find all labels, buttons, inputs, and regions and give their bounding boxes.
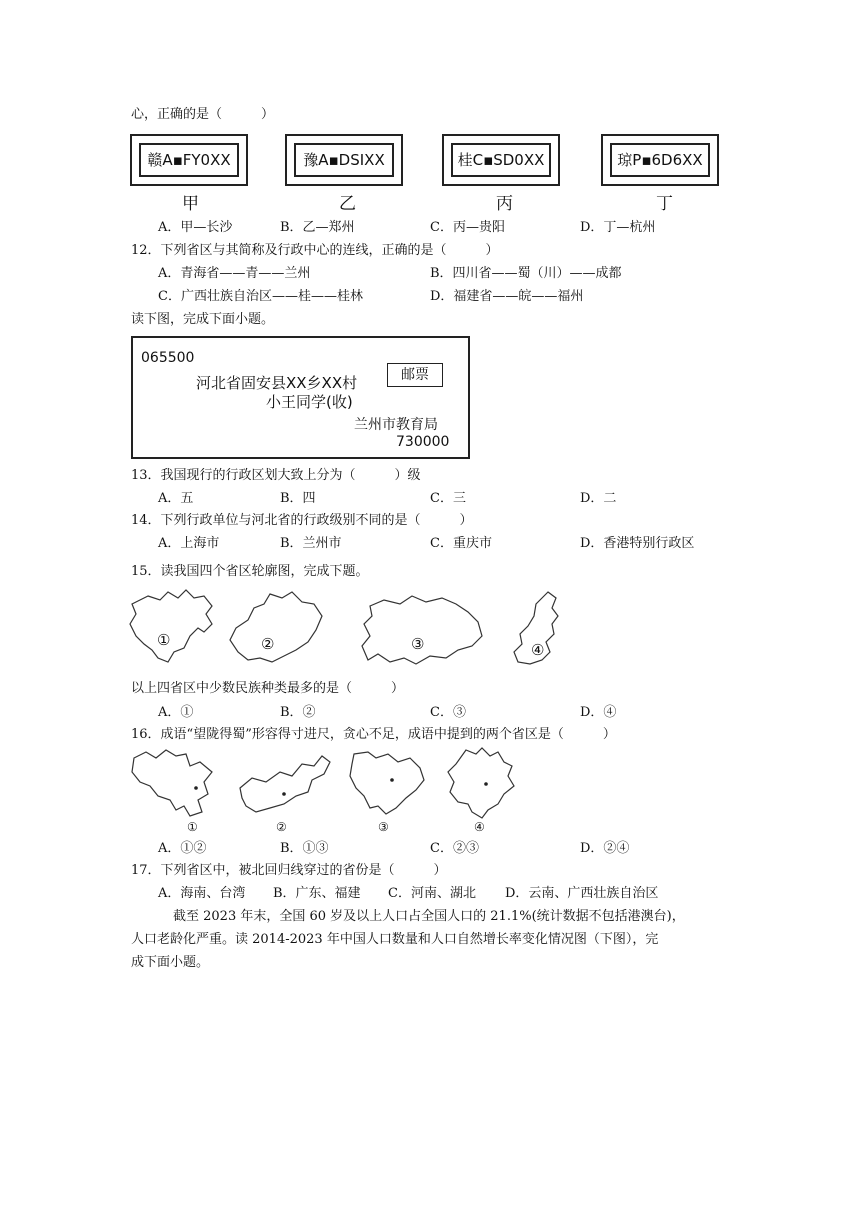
q14-option-b: B．兰州市 bbox=[280, 536, 342, 551]
q17-option-d: D．云南、广西壮族自治区 bbox=[505, 886, 659, 901]
envelope-sender: 兰州市教育局 bbox=[354, 417, 438, 433]
q15-province-map-1 bbox=[128, 588, 218, 668]
envelope-address: 河北省固安县XX乡XX村 bbox=[196, 374, 358, 392]
plate-bing-text: 桂C▪SD0XX bbox=[451, 143, 551, 177]
q15-map-label-1: ① bbox=[157, 631, 171, 649]
q15-option-a: A．① bbox=[158, 705, 194, 720]
q13-option-c: C．三 bbox=[430, 491, 466, 506]
read-figure-instruction: 读下图，完成下面小题。 bbox=[131, 312, 275, 327]
q11-option-b: B．乙—郑州 bbox=[280, 220, 355, 235]
q16-province-map-2 bbox=[236, 752, 334, 816]
q15-province-map-3 bbox=[360, 592, 486, 672]
q15-map-label-2: ② bbox=[261, 635, 275, 653]
plate-ding bbox=[601, 134, 719, 186]
q15-option-c: C．③ bbox=[430, 705, 466, 720]
q16-province-map-4 bbox=[446, 746, 518, 820]
q16-province-map-1 bbox=[128, 744, 216, 820]
q14-stem: 14．下列行政单位与河北省的行政级别不同的是（ ） bbox=[131, 513, 473, 528]
q12-stem: 12．下列省区与其简称及行政中心的连线，正确的是（ ） bbox=[131, 243, 499, 258]
plate-jia bbox=[130, 134, 248, 186]
plate-jia-text: 赣A▪FY0XX bbox=[139, 143, 239, 177]
plate-caption-jia: 甲 bbox=[182, 194, 199, 214]
q16-map-label-1: ① bbox=[187, 820, 198, 834]
envelope-figure bbox=[131, 336, 470, 459]
q15-option-d: D．④ bbox=[580, 705, 617, 720]
q12-option-b: B．四川省——蜀（川）——成都 bbox=[430, 266, 622, 281]
q15-stem: 15．读我国四个省区轮廓图，完成下题。 bbox=[131, 564, 369, 579]
plate-bing bbox=[442, 134, 560, 186]
q14-option-c: C．重庆市 bbox=[430, 536, 492, 551]
plate-yi-text: 豫A▪DSIXX bbox=[294, 143, 394, 177]
q15-map-label-3: ③ bbox=[411, 635, 425, 653]
q15-map-label-4: ④ bbox=[531, 641, 545, 659]
q15-sub-stem: 以上四省区中少数民族种类最多的是（ ） bbox=[131, 681, 405, 696]
q17-option-c: C．河南、湖北 bbox=[388, 886, 476, 901]
q16-map-label-3: ③ bbox=[378, 820, 389, 834]
q12-option-c: C．广西壮族自治区——桂——桂林 bbox=[158, 289, 363, 304]
q12-option-d: D．福建省——皖——福州 bbox=[430, 289, 584, 304]
passage-line-3: 成下面小题。 bbox=[131, 955, 210, 970]
q13-stem: 13．我国现行的行政区划大致上分为（ ）级 bbox=[131, 468, 421, 483]
q13-option-a: A．五 bbox=[158, 491, 194, 506]
q16-option-a: A．①② bbox=[158, 841, 207, 856]
q11-option-d: D．丁—杭州 bbox=[580, 220, 656, 235]
q13-option-b: B．四 bbox=[280, 491, 316, 506]
q12-option-a: A．青海省——青——兰州 bbox=[158, 266, 311, 281]
q16-map-label-2: ② bbox=[276, 820, 287, 834]
q16-province-map-3 bbox=[346, 748, 428, 820]
q15-province-map-2 bbox=[228, 590, 324, 670]
q16-option-b: B．①③ bbox=[280, 841, 329, 856]
q17-option-b: B．广东、福建 bbox=[273, 886, 361, 901]
plate-yi bbox=[285, 134, 403, 186]
q13-option-d: D．二 bbox=[580, 491, 617, 506]
q15-option-b: B．② bbox=[280, 705, 316, 720]
envelope-postcode-to: 065500 bbox=[141, 350, 195, 366]
envelope-recipient: 小王同学(收) bbox=[266, 393, 353, 411]
q11-option-a: A．甲—长沙 bbox=[158, 220, 233, 235]
plate-caption-yi: 乙 bbox=[339, 194, 356, 214]
q17-option-a: A．海南、台湾 bbox=[158, 886, 246, 901]
q16-stem: 16．成语“望陇得蜀”形容得寸进尺，贪心不足，成语中提到的两个省区是（ ） bbox=[131, 727, 616, 742]
q14-option-d: D．香港特别行政区 bbox=[580, 536, 695, 551]
q17-stem: 17．下列省区中，被北回归线穿过的省份是（ ） bbox=[131, 863, 447, 878]
plate-caption-ding: 丁 bbox=[656, 194, 673, 214]
plate-ding-text: 琼P▪6D6XX bbox=[610, 143, 710, 177]
q11-option-c: C．丙—贵阳 bbox=[430, 220, 505, 235]
plate-caption-bing: 丙 bbox=[496, 194, 513, 214]
q11-stem-tail: 心，正确的是（ ） bbox=[131, 107, 275, 122]
q16-option-c: C．②③ bbox=[430, 841, 479, 856]
passage-line-1: 截至 2023 年末，全国 60 岁及以上人口占全国人口的 21.1%(统计数据不包括港澳台)， bbox=[173, 909, 685, 924]
q14-option-a: A．上海市 bbox=[158, 536, 220, 551]
envelope-stamp-box: 邮票 bbox=[387, 363, 443, 387]
q16-option-d: D．②④ bbox=[580, 841, 630, 856]
passage-line-2: 人口老龄化严重。读 2014-2023 年中国人口数量和人口自然增长率变化情况图（下图），完 bbox=[131, 932, 659, 947]
envelope-postcode-from: 730000 bbox=[396, 434, 450, 450]
q16-map-label-4: ④ bbox=[474, 820, 485, 834]
